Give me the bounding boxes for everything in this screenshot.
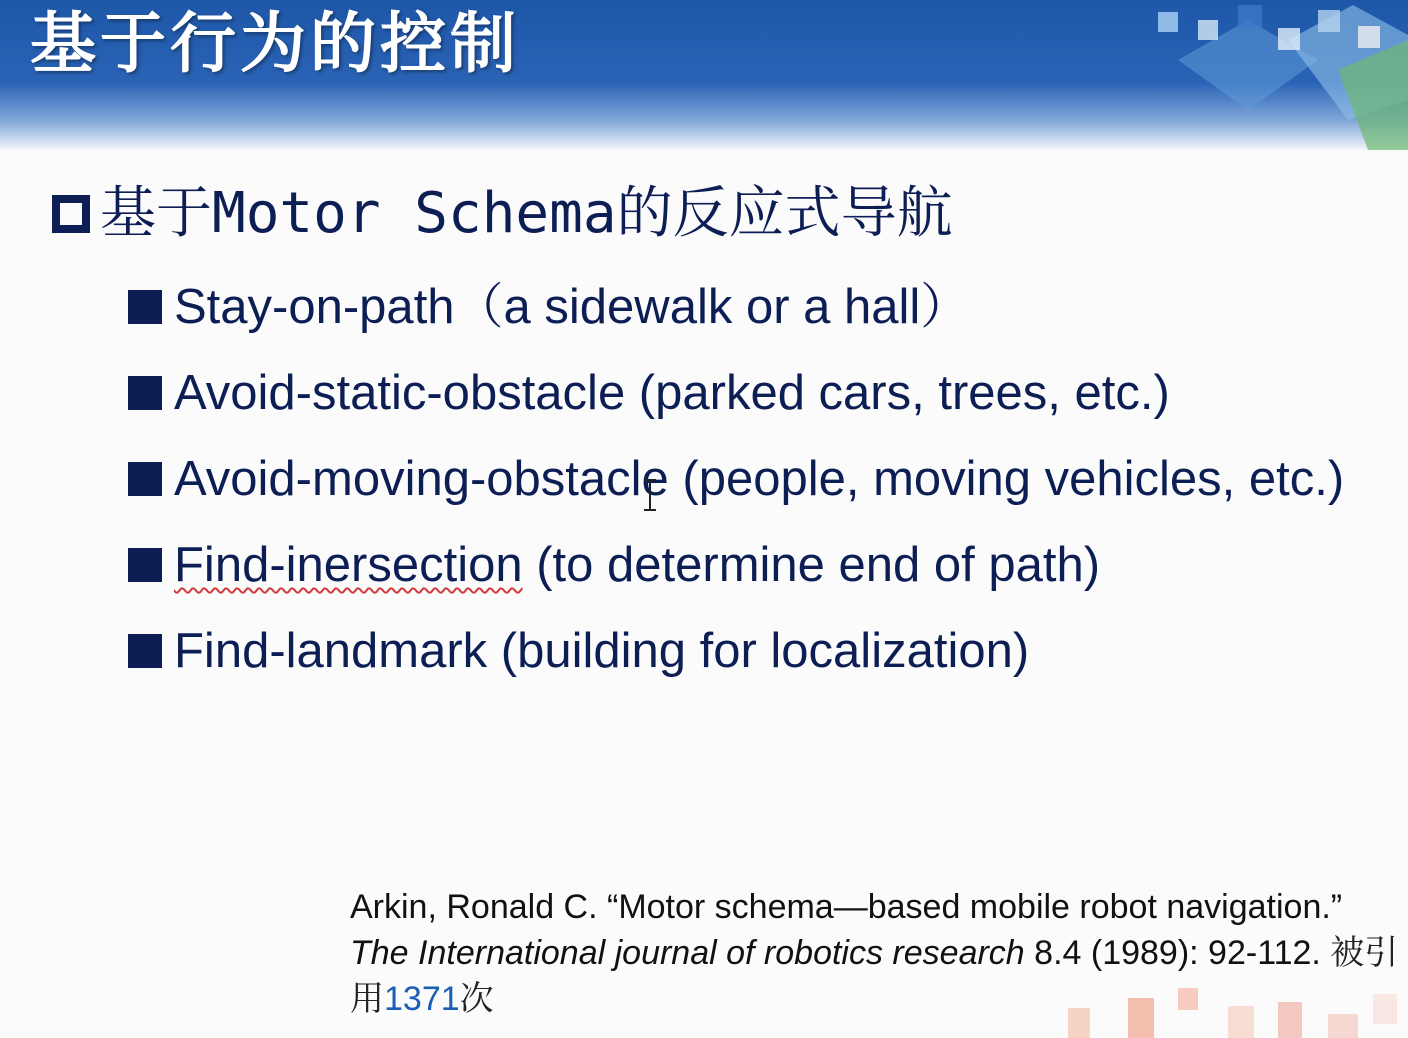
filled-square-bullet-icon <box>128 290 162 324</box>
list-item <box>128 616 1368 686</box>
list-item-label: Stay-on-path（a sidewalk or a hall） <box>174 280 970 334</box>
cited-prefix: 被引用 <box>350 934 1399 1018</box>
slide-title: 基于行为的控制 <box>30 5 520 82</box>
pixelated-overlay <box>1068 978 1408 1038</box>
slide-header-banner <box>0 0 1408 150</box>
filled-square-bullet-icon <box>128 548 162 582</box>
misspelled-term: Find-inersection <box>174 538 523 592</box>
list-item-label: Find-landmark (building for localization) <box>174 624 1030 678</box>
list-item-label: Avoid-moving-obstacle (people, moving vehicles, etc.) <box>174 452 1345 506</box>
list-item <box>128 530 1368 600</box>
behavior-list <box>128 272 1368 702</box>
list-item-label: Avoid-static-obstacle (parked cars, trees, etc.) <box>174 366 1170 420</box>
list-item-label: (to determine end of path) <box>522 538 1101 592</box>
heading-suffix: 的反应式导航 <box>616 181 953 246</box>
citation-volume-pages: 8.4 (1989): 92-112. <box>1024 934 1331 972</box>
heading-prefix: 基于 <box>100 181 212 246</box>
section-heading <box>52 183 953 245</box>
filled-square-bullet-icon <box>128 634 162 668</box>
header-decoration <box>1138 0 1408 150</box>
heading-motor-schema: Motor Schema <box>212 181 617 246</box>
list-item <box>128 272 1368 342</box>
text-cursor-icon <box>641 478 659 512</box>
citation-journal: The International journal of robotics research <box>350 934 1025 972</box>
hollow-square-bullet-icon <box>52 195 90 233</box>
list-item <box>128 444 1368 514</box>
cited-count: 1371 <box>384 980 460 1018</box>
list-item <box>128 358 1368 428</box>
cited-suffix: 次 <box>459 980 494 1018</box>
citation-authors-title: Arkin, Ronald C. “Motor schema—based mobile robot navigation.” <box>350 888 1343 926</box>
filled-square-bullet-icon <box>128 376 162 410</box>
filled-square-bullet-icon <box>128 462 162 496</box>
